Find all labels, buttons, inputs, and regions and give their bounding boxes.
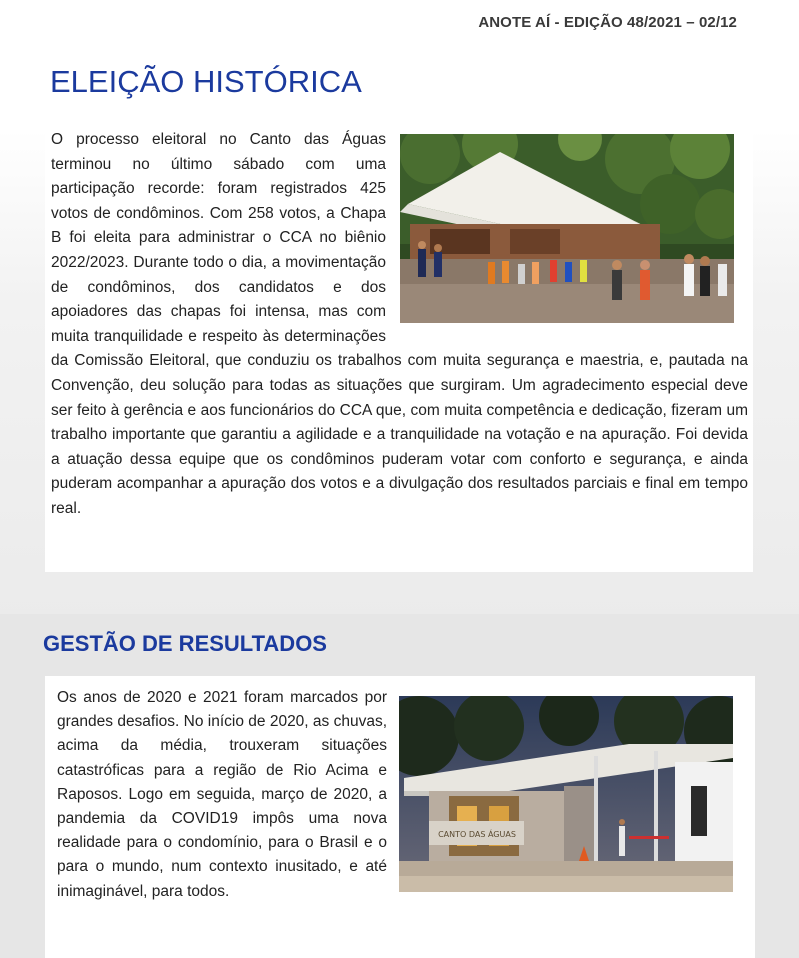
article-card-eleicao [45, 128, 753, 572]
condo-entrance-photo [399, 696, 733, 892]
article-text-eleicao: O processo eleitoral no Canto das Águas terminou no último sábado com uma participação recorde: foram registrados 425 votos de condôminos. Com 258 votos, a Chapa B foi eleita para administrar o CCA no biênio 2022/2023. Durante todo o dia, a movimentação de condôminos, dos candidatos e dos apoiadores das chapas foi intensa, mas com muita tranquilidade e respeito às determinações da Comissão Eleitoral, que conduziu os trabalhos com muita segurança e maestria, e, pautada na Convenção, deu solução para todas as situações que surgiram. Um agradecimento especial deve ser feito à gerência e aos funcionários do CCA que, com muita competência e dedicação, fizeram um trabalho importante que garantiu a agilidade e a tranquilidade na votação e na apuração. Foi devida a atuação dessa equipe que os condôminos puderam votar com conforto e segurança, e ainda puderam acompanhar a apuração dos votos e a divulgação dos resultados parciais e final em tempo real. [51, 131, 748, 517]
entrance-sign: CANTO DAS ÁGUAS [438, 830, 516, 839]
election-day-photo [400, 134, 734, 323]
article-text-gestao: Os anos de 2020 e 2021 foram marcados por grandes desafios. No início de 2020, as chuvas, acima da média, trouxeram situações catastróficas para a região de Rio Acima e Raposos. Logo em seguida, março de 2020, a pandemia da COVID19 impôs uma nova realidade para o condomínio, para o Brasil e o para o mundo, num contexto inusitado, e até inimaginável, para todos. [57, 689, 388, 900]
article-body-eleicao [51, 128, 748, 522]
edition-header: ANOTE AÍ - EDIÇÃO 48/2021 – 02/12 [478, 14, 737, 31]
section-title-gestao: GESTÃO DE RESULTADOS [43, 631, 327, 656]
article-card-gestao [45, 676, 755, 958]
section-title-eleicao: ELEIÇÃO HISTÓRICA [50, 64, 362, 99]
